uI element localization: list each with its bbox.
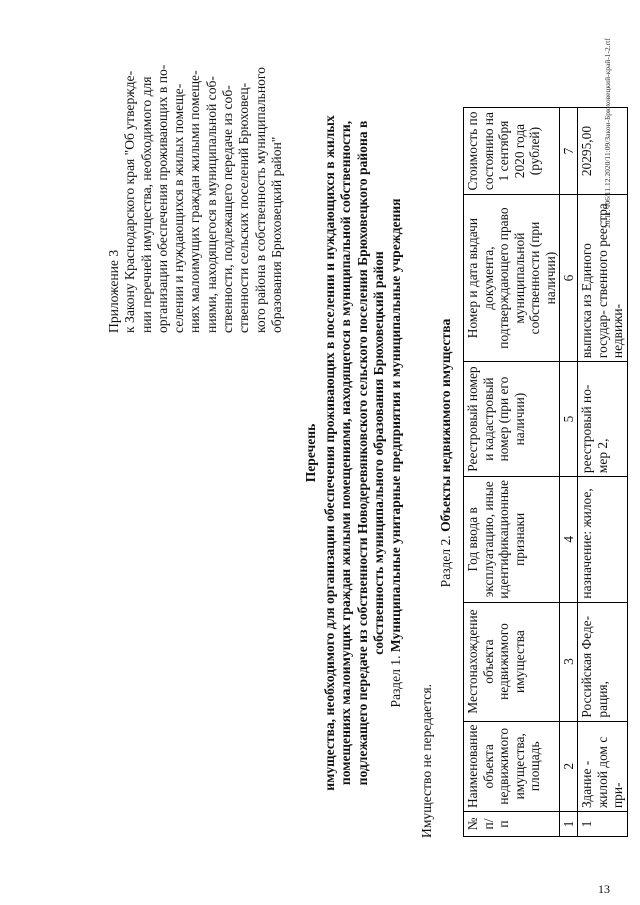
section-2-title: Объекты недвижимого имущества [438, 318, 453, 532]
appendix-line: образования Брюховецкий район" [268, 136, 284, 333]
table-header-cell: № п/п [464, 812, 560, 837]
table-number-cell: 1 [560, 812, 578, 837]
table-cell: 1 [578, 812, 628, 837]
table-header-cell: Стоимость по состоянию на 1 сентября 2020 года (рублей) [464, 108, 560, 195]
table-cell: выписка из Единого государ- ственного реестра недвижи- [578, 195, 628, 362]
page-number: 13 [598, 882, 610, 896]
table-number-cell: 5 [560, 362, 578, 477]
table-number-cell: 2 [560, 721, 578, 811]
appendix-title: Приложение 3 [106, 249, 121, 333]
table-number-cell: 3 [560, 602, 578, 721]
section-1-label: Раздел 1. [388, 655, 403, 708]
appendix-line: нии перечней имущества, необходимого для [138, 76, 154, 333]
section-2-heading [438, 28, 454, 878]
appendix-line: ственности, подлежащего передаче из соб- [220, 85, 236, 333]
heading-line: помещениях малоимущих граждан жилыми помещениями, находящегося в муниципальной собственности, [338, 120, 353, 786]
table-number-row [560, 108, 578, 837]
table-number-cell: 7 [560, 108, 578, 195]
table-header-row [464, 108, 560, 837]
table-header-cell: Местонахождение объекта недвижимого имущества [464, 602, 560, 721]
file-footer: 20.11.Ч06/11.12.2020/11:09/Закон-Брюховецкий-край-1-2.rtf [603, 38, 612, 228]
table-number-cell: 4 [560, 477, 578, 603]
appendix-block [106, 28, 285, 333]
page-title: Перечень [303, 423, 318, 483]
appendix-line: организации обеспечения проживающих в по- [154, 64, 170, 333]
table-cell: 20295,00 [578, 108, 628, 195]
table-cell: назначение: жилое, [578, 477, 628, 603]
heading-line: подлежащего передаче из собственности Новодеревянковского сельского поселения Брюховецкого района в [354, 120, 370, 786]
heading-line: собственность муниципального образования Брюховецкий район [371, 251, 386, 655]
table-cell: Российская Феде- рация, [578, 602, 628, 721]
table-cell: Здание - жилой дом с при- [578, 721, 628, 811]
document-heading [303, 28, 388, 878]
table-header-cell: Год ввода в эксплуатацию, иные идентификационные признаки [464, 477, 560, 603]
section-1-note: Имущество не передается. [419, 684, 434, 838]
appendix-line: ственности сельских поселений Брюховец- [236, 82, 252, 333]
table-header-cell: Номер и дата выдачи документа, подтверждающего право муниципальной собственности (при наличии) [464, 195, 560, 362]
rotated-page [18, 28, 625, 878]
table-header-cell: Наименование объекта недвижимого имущества, площадь [464, 721, 560, 811]
section-1-title: Муниципальные унитарные предприятия и муниципальные учреждения [388, 198, 403, 653]
heading-line: имущества, необходимого для организации обеспечения проживающих в поселении и нуждающихся в жилых [321, 115, 337, 791]
appendix-line: ниями, находящегося в муниципальной соб- [203, 76, 219, 333]
appendix-line: к Закону Краснодарского края "Об утвержде- [122, 70, 138, 333]
appendix-line: кого района в собственность муниципального [252, 67, 268, 333]
appendix-line: ниях малоимущих граждан жилыми помеще- [187, 70, 203, 333]
table-number-cell: 6 [560, 195, 578, 362]
section-2-label: Раздел 2. [438, 535, 453, 588]
appendix-line: селении и нуждающихся в жилых помеще- [171, 83, 187, 333]
table-header-cell: Реестровый номер и кадастровый номер (при его наличии) [464, 362, 560, 477]
table-cell: реестровый но- мер 2, [578, 362, 628, 477]
section-1-heading [388, 28, 404, 878]
